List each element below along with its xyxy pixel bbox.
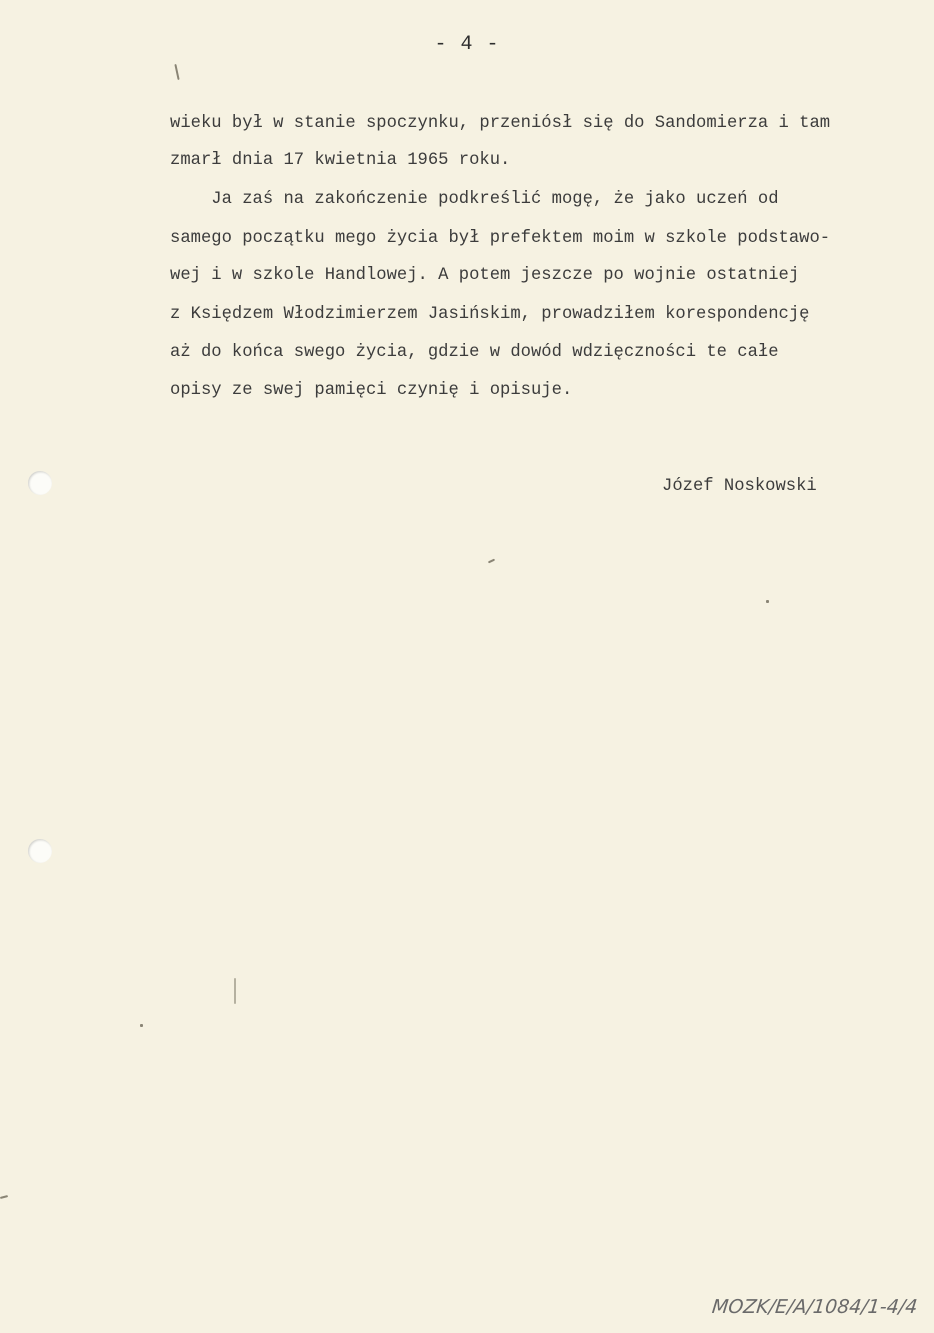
- text-line-5: wej i w szkole Handlowej. A potem jeszcze po wojnie ostatniej: [170, 266, 800, 285]
- punch-hole-top: [28, 471, 52, 495]
- text-line-7: aż do końca swego życia, gdzie w dowód wdzięczności te całe: [170, 343, 779, 362]
- paper-speck: [0, 1195, 8, 1199]
- page-number: - 4 -: [434, 33, 500, 56]
- text-line-3: Ja zaś na zakończenie podkreślić mogę, że jako uczeń od: [170, 190, 779, 209]
- text-line-1: wieku był w stanie spoczynku, przeniósł się do Sandomierza i tam: [170, 114, 831, 133]
- text-line-8: opisy ze swej pamięci czynię i opisuje.: [170, 381, 573, 400]
- text-line-4: samego początku mego życia był prefektem moim w szkole podstawo-: [170, 229, 831, 248]
- text-line-6: z Księdzem Włodzimierzem Jasińskim, prowadziłem korespondencję: [170, 305, 810, 324]
- archive-signature: MOZK/E/A/1084/1-4/4: [710, 1296, 919, 1318]
- paper-mark: [234, 978, 236, 1004]
- punch-hole-bottom: [28, 839, 52, 863]
- paper-speck: [766, 600, 769, 603]
- paper-speck: [488, 559, 495, 564]
- paper-speck: [140, 1024, 143, 1027]
- text-line-2: zmarł dnia 17 kwietnia 1965 roku.: [170, 151, 511, 170]
- author-signature: Józef Noskowski: [662, 477, 817, 496]
- paper-mark: [174, 64, 179, 80]
